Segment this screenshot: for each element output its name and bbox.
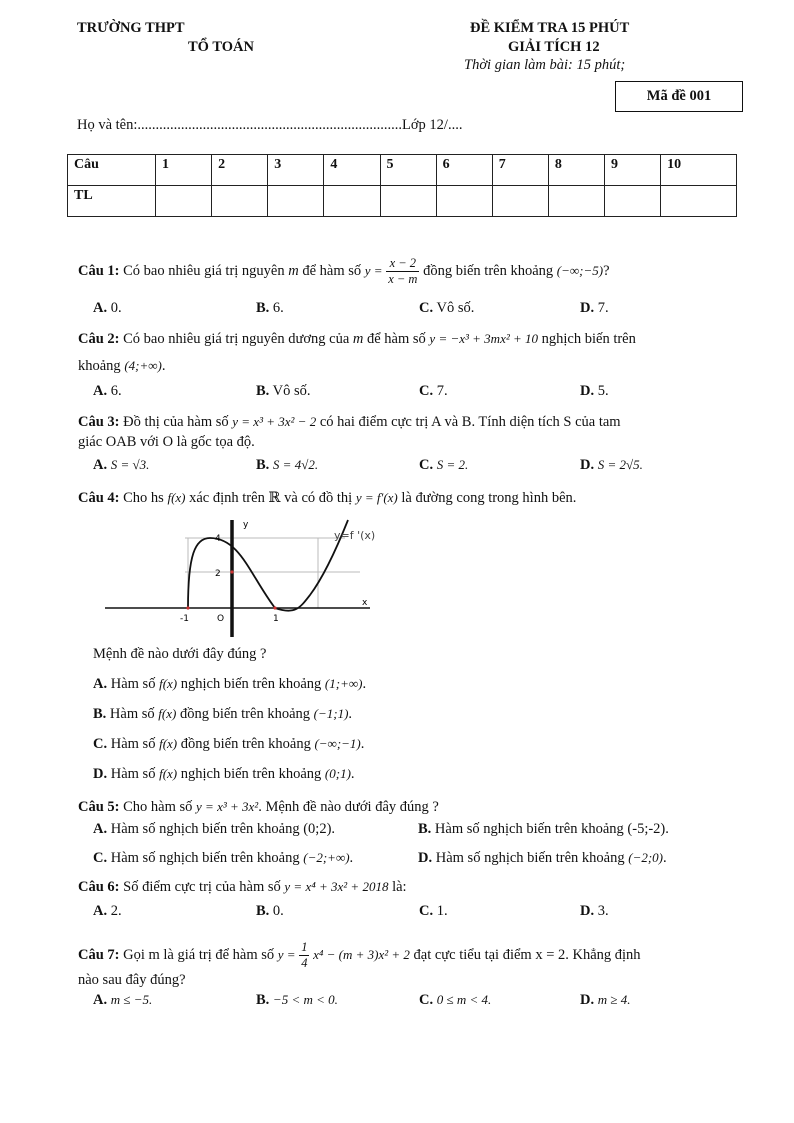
- formula: f(x): [159, 766, 178, 781]
- option-d[interactable]: [418, 850, 667, 867]
- option-a[interactable]: [93, 676, 366, 693]
- question-3: [78, 414, 758, 431]
- formula: (0;1): [324, 766, 351, 781]
- option-letter: A.: [93, 300, 108, 316]
- answer-cell[interactable]: [268, 186, 324, 217]
- option-letter: B.: [256, 300, 270, 316]
- option-letter: A.: [93, 903, 108, 919]
- option-letter: D.: [93, 766, 108, 782]
- option-text: Hàm số: [110, 766, 156, 782]
- question-text: xác định trên: [189, 490, 265, 506]
- option-text: 5.: [597, 383, 609, 399]
- formula: f(x): [159, 676, 178, 691]
- formula: ℝ: [268, 490, 281, 506]
- option-text: m ≤ −5.: [110, 992, 153, 1007]
- formula: y = x³ + 3x²: [196, 799, 259, 814]
- graph-gridlines: [185, 538, 360, 608]
- option-c[interactable]: [419, 992, 491, 1009]
- denominator: x − m: [388, 272, 418, 286]
- option-text: nghịch biến trên khoảng: [180, 766, 322, 782]
- option-text: Hàm số: [110, 736, 156, 752]
- denominator: 4: [301, 956, 308, 970]
- derivative-graph: [100, 515, 420, 640]
- formula: (4;+∞): [124, 358, 162, 373]
- table-header-cell: 4: [324, 155, 380, 186]
- question-text: Gọi m là giá trị để hàm số: [123, 946, 275, 963]
- option-letter: C.: [419, 383, 434, 399]
- exam-code-box: Mã đề 001: [615, 81, 743, 112]
- option-c[interactable]: [419, 383, 448, 400]
- option-a[interactable]: [93, 383, 122, 400]
- answer-cell[interactable]: [212, 186, 268, 217]
- option-letter: D.: [580, 992, 595, 1008]
- option-letter: D.: [580, 903, 595, 919]
- fraction: [299, 940, 309, 971]
- answer-cell[interactable]: [380, 186, 436, 217]
- option-text: 2.: [110, 903, 122, 919]
- formula: x⁴ − (m + 3)x² + 2: [313, 946, 410, 962]
- option-d[interactable]: [580, 457, 643, 474]
- option-text: Vô số.: [272, 383, 311, 399]
- formula: y = x³ + 3x² − 2: [232, 414, 317, 429]
- table-row: [68, 155, 737, 186]
- option-text: S = √3.: [110, 457, 150, 472]
- duration: Thời gian làm bài: 15 phút;: [464, 57, 626, 73]
- question-text: nghịch biến trên: [541, 331, 636, 347]
- option-text: 6.: [272, 300, 284, 316]
- option-text: Hàm số nghịch biến trên khoảng (0;2).: [110, 821, 336, 837]
- option-b[interactable]: [418, 821, 669, 838]
- option-c[interactable]: [419, 457, 468, 474]
- formula: y = f′(x): [355, 490, 398, 505]
- question-text: để hàm số: [367, 331, 426, 347]
- option-text: 1.: [436, 903, 448, 919]
- formula: (−∞;−5): [556, 262, 604, 278]
- department: TỔ TOÁN: [188, 39, 254, 55]
- question-text: để hàm số: [302, 262, 362, 279]
- option-letter: A.: [93, 992, 108, 1008]
- option-d[interactable]: [580, 383, 609, 400]
- y-axis-label: y: [243, 520, 249, 530]
- question-text: đạt cực tiểu tại điểm x = 2. Khẳng định: [413, 946, 641, 963]
- question-2-line2: [78, 358, 758, 375]
- formula: (−∞;−1): [314, 736, 361, 751]
- option-letter: B.: [418, 821, 432, 837]
- question-7-line2: [78, 972, 758, 989]
- option-a[interactable]: [93, 457, 149, 474]
- option-text: Hàm số nghịch biến trên khoảng: [110, 850, 300, 866]
- question-1: [78, 256, 758, 287]
- student-name-field[interactable]: Họ và tên:.........................................................................: [77, 117, 403, 133]
- answer-cell[interactable]: [324, 186, 380, 217]
- table-header-cell: 7: [492, 155, 548, 186]
- option-text: đồng biến trên khoảng: [179, 706, 311, 722]
- table-header-cell: 2: [212, 155, 268, 186]
- option-a[interactable]: [93, 992, 152, 1009]
- question-text: Có bao nhiêu giá trị nguyên: [123, 262, 285, 279]
- table-row: [68, 186, 737, 217]
- option-a[interactable]: [93, 903, 122, 920]
- tick-label-x: -1: [180, 614, 189, 624]
- question-text: có hai điểm cực trị A và B. Tính diện tích S của tam: [319, 414, 621, 430]
- formula: f(x): [159, 736, 178, 751]
- question-7: [78, 940, 758, 971]
- fraction: [386, 256, 419, 287]
- option-b[interactable]: [256, 903, 284, 920]
- question-label: Câu 6:: [78, 879, 120, 895]
- option-text: Hàm số: [110, 676, 156, 692]
- option-letter: A.: [93, 821, 108, 837]
- option-letter: D.: [580, 300, 595, 316]
- punctuation: .: [350, 766, 355, 782]
- option-text: m ≥ 4.: [597, 992, 631, 1007]
- option-letter: C.: [93, 850, 108, 866]
- option-text: −5 < m < 0.: [272, 992, 338, 1007]
- option-a[interactable]: [93, 821, 335, 838]
- question-text: . Mệnh đề nào dưới đây đúng ?: [258, 799, 439, 815]
- student-line: [77, 117, 462, 134]
- curve-label: y=f '(x): [334, 529, 376, 542]
- formula: (−1;1): [313, 706, 349, 721]
- option-text: S = 2√5.: [597, 457, 643, 472]
- table-header-cell: 6: [436, 155, 492, 186]
- answer-cell[interactable]: [156, 186, 212, 217]
- question-text: Số điểm cực trị của hàm số: [123, 879, 281, 895]
- formula: y = x⁴ + 3x² + 2018: [284, 879, 389, 894]
- question-text: khoảng: [78, 358, 121, 374]
- option-c[interactable]: [93, 850, 353, 867]
- tick-label-y: 2: [215, 569, 221, 579]
- option-c[interactable]: [93, 736, 364, 753]
- question-text: là:: [392, 879, 407, 895]
- x-axis-label: x: [362, 598, 368, 608]
- option-letter: D.: [580, 457, 595, 473]
- question-4: [78, 490, 758, 507]
- answer-cell[interactable]: [548, 186, 604, 217]
- option-b[interactable]: [256, 383, 311, 400]
- formula: y = −x³ + 3mx² + 10: [429, 331, 539, 346]
- table-header-cell: 8: [548, 155, 604, 186]
- numerator: 1: [301, 940, 308, 954]
- option-letter: B.: [93, 706, 107, 722]
- question-text: Cho hàm số: [123, 799, 193, 815]
- question-text: nào sau đây đúng?: [78, 972, 186, 988]
- answer-cell[interactable]: [605, 186, 661, 217]
- question-label: Câu 3:: [78, 414, 120, 430]
- option-letter: A.: [93, 383, 108, 399]
- option-letter: C.: [419, 300, 434, 316]
- option-text: S = 2.: [436, 457, 469, 472]
- formula: y =: [364, 262, 383, 278]
- option-text: 0 ≤ m < 4.: [436, 992, 492, 1007]
- table-header-cell: 9: [605, 155, 661, 186]
- option-text: 3.: [597, 903, 609, 919]
- option-letter: B.: [256, 903, 270, 919]
- question-text: và có đồ thị: [284, 490, 353, 506]
- option-b[interactable]: [93, 706, 352, 723]
- question-text: Có bao nhiêu giá trị nguyên dương của: [123, 331, 350, 347]
- option-d[interactable]: [580, 903, 609, 920]
- formula: f(x): [167, 490, 186, 505]
- punctuation: .: [360, 736, 365, 752]
- formula: f(x): [158, 706, 177, 721]
- question-label: Câu 7:: [78, 946, 120, 963]
- question-text: Cho hs: [123, 490, 164, 506]
- formula: (−2;+∞): [303, 850, 350, 865]
- option-letter: B.: [256, 383, 270, 399]
- option-letter: A.: [93, 676, 108, 692]
- option-text: Vô số.: [436, 300, 475, 316]
- variable: m: [352, 331, 364, 347]
- option-text: S = 4√2.: [272, 457, 319, 472]
- table-header-cell: 3: [268, 155, 324, 186]
- punctuation: .: [349, 850, 354, 866]
- table-header-cell: 10: [661, 155, 737, 186]
- option-letter: D.: [580, 383, 595, 399]
- option-b[interactable]: [256, 992, 338, 1009]
- punctuation: .: [362, 676, 367, 692]
- option-text: Hàm số: [109, 706, 155, 722]
- option-letter: B.: [256, 457, 270, 473]
- question-text: giác OAB với O là gốc tọa độ.: [78, 434, 255, 450]
- option-letter: C.: [419, 903, 434, 919]
- numerator: x − 2: [386, 256, 419, 272]
- option-letter: A.: [93, 457, 108, 473]
- option-c[interactable]: [419, 903, 448, 920]
- option-d[interactable]: [580, 992, 631, 1009]
- option-c[interactable]: [419, 300, 474, 317]
- punctuation: .: [348, 706, 353, 722]
- question-text: Đồ thị của hàm số: [123, 414, 229, 430]
- option-text: 6.: [110, 383, 122, 399]
- punctuation: ?: [603, 262, 610, 279]
- option-letter: D.: [418, 850, 433, 866]
- option-text: 0.: [272, 903, 284, 919]
- option-d[interactable]: [93, 766, 355, 783]
- option-text: 0.: [110, 300, 122, 316]
- question-6: [78, 879, 758, 896]
- answer-cell[interactable]: [661, 186, 737, 217]
- table-header-cell: 1: [156, 155, 212, 186]
- answer-table: [67, 154, 737, 217]
- option-letter: C.: [419, 457, 434, 473]
- question-label: Câu 4:: [78, 490, 120, 506]
- exam-title: ĐỀ KIỂM TRA 15 PHÚT: [470, 20, 630, 36]
- punctuation: .: [663, 850, 667, 866]
- question-text: đồng biến trên khoảng: [423, 262, 554, 279]
- formula: (−2;0): [628, 850, 663, 865]
- table-header-cell: 5: [380, 155, 436, 186]
- question-5: [78, 799, 758, 816]
- answer-cell[interactable]: [492, 186, 548, 217]
- question-3-line2: [78, 434, 758, 451]
- question-label: Câu 1:: [78, 262, 120, 279]
- student-class-field[interactable]: Lớp 12/....: [402, 117, 463, 133]
- subject: GIẢI TÍCH 12: [508, 39, 600, 55]
- punctuation: .: [161, 358, 166, 374]
- option-text: 7.: [597, 300, 609, 316]
- option-text: Hàm số nghịch biến trên khoảng (-5;-2).: [434, 821, 669, 837]
- option-letter: C.: [93, 736, 108, 752]
- option-b[interactable]: [256, 300, 284, 317]
- option-d[interactable]: [580, 300, 609, 317]
- graph-point: [186, 606, 189, 609]
- school-name: TRƯỜNG THPT: [77, 20, 185, 36]
- option-letter: B.: [256, 992, 270, 1008]
- graph-point: [273, 606, 276, 609]
- tick-label-x: O: [217, 614, 225, 624]
- question-4-prompt: Mệnh đề nào dưới đây đúng ?: [93, 646, 267, 662]
- option-letter: C.: [419, 992, 434, 1008]
- tick-label-y: 4: [215, 534, 221, 544]
- variable: m: [288, 262, 299, 279]
- answer-cell[interactable]: [436, 186, 492, 217]
- option-text: Hàm số nghịch biến trên khoảng: [435, 850, 625, 866]
- option-text: 7.: [436, 383, 448, 399]
- formula: y =: [277, 946, 296, 962]
- formula: (1;+∞): [324, 676, 363, 691]
- derivative-curve: [188, 520, 348, 611]
- question-text: là đường cong trong hình bên.: [401, 490, 577, 506]
- question-2: [78, 331, 758, 348]
- option-a[interactable]: [93, 300, 122, 317]
- table-cell: TL: [68, 186, 156, 217]
- option-b[interactable]: [256, 457, 318, 474]
- tick-label-x: 1: [273, 614, 279, 624]
- graph-point: [230, 570, 233, 573]
- question-label: Câu 2:: [78, 331, 120, 347]
- table-header-cell: Câu: [68, 155, 156, 186]
- question-label: Câu 5:: [78, 799, 120, 815]
- option-text: nghịch biến trên khoảng: [180, 676, 322, 692]
- option-text: đồng biến trên khoảng: [180, 736, 311, 752]
